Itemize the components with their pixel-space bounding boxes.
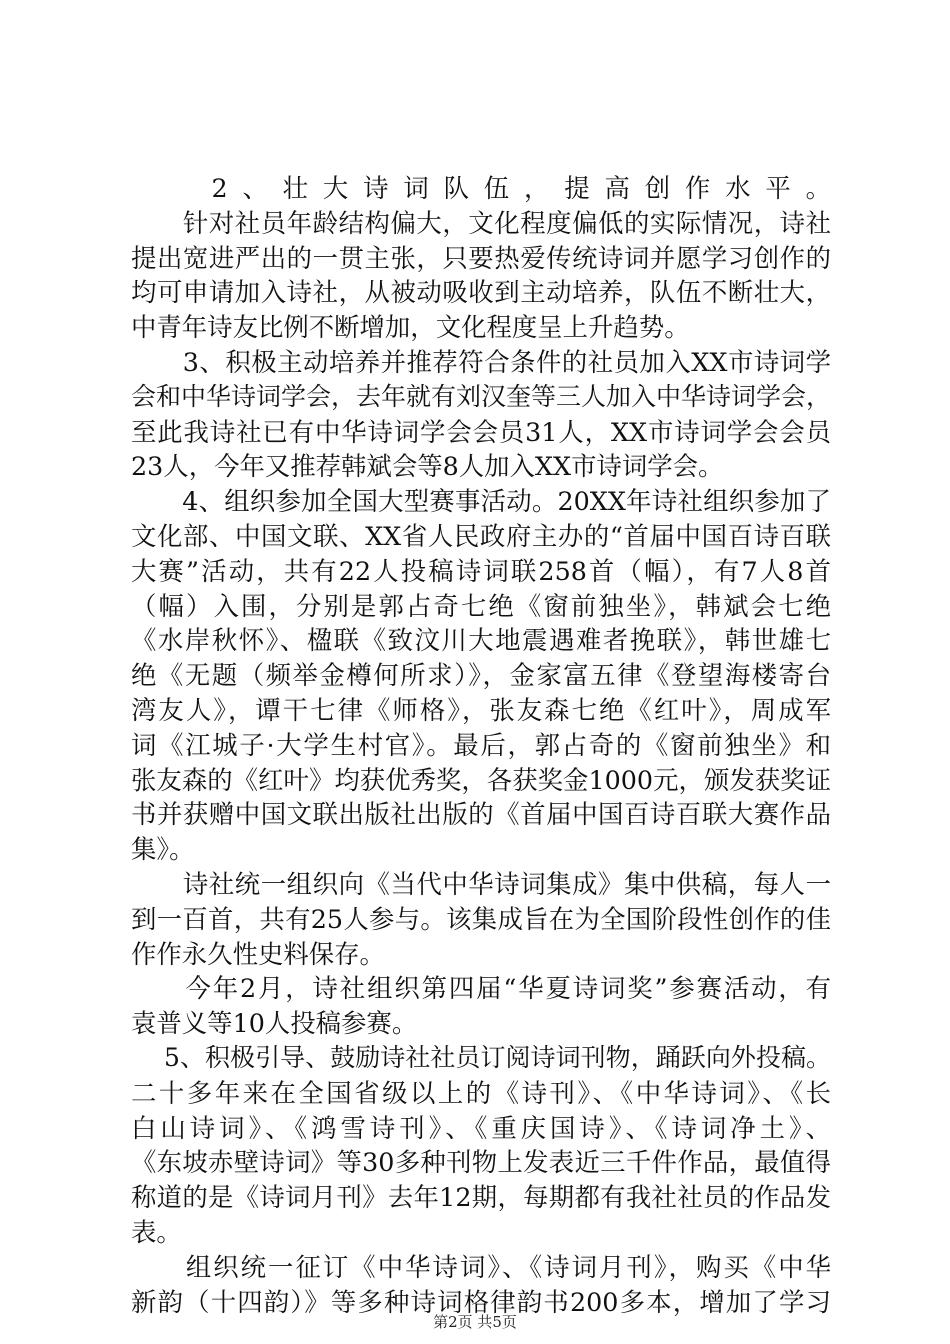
- text-line: 3、积极主动培养并推荐符合条件的社员加入XX市诗词学: [131, 346, 831, 377]
- text-line: 诗社统一组织向《当代中华诗词集成》集中供稿，每人一: [131, 868, 831, 899]
- text-line: 到一百首，共有25人参与。该集成旨在为全国阶段性创作的佳: [131, 903, 831, 934]
- text-line: 4、组织参加全国大型赛事活动。20XX年诗社组织参加了: [131, 486, 831, 517]
- text-line: 词《江城子·大学生村官》。最后，郭占奇的《窗前独坐》和: [131, 729, 831, 760]
- text-line: 至此我诗社已有中华诗词学会会员31人，XX市诗词学会会员: [131, 416, 831, 447]
- text-line: 提出宽进严出的一贯主张，只要热爱传统诗词并愿学习创作的: [131, 242, 831, 273]
- text-line: 新韵（十四韵）》等多种诗词格律韵书200多本，增加了学习: [131, 1286, 831, 1317]
- text-line: 表。: [131, 1216, 182, 1247]
- text-line: 作作永久性史料保存。: [131, 938, 385, 969]
- text-line: 白山诗词》、《鸿雪诗刊》、《重庆国诗》、《诗词净土》、: [131, 1112, 831, 1143]
- text-line: 2、壮大诗词队伍，提高创作水平。: [131, 173, 831, 203]
- page-number-footer: 第2页 共5页: [433, 1313, 517, 1331]
- text-line: 绝《无题（频举金樽何所求）》，金家富五律《登望海楼寄台: [131, 660, 831, 691]
- text-line: 张友森的《红叶》均获优秀奖，各获奖金1000元，颁发获奖证: [131, 764, 831, 795]
- document-body: [131, 171, 831, 1319]
- text-line: 湾友人》，谭干七律《师格》，张友森七绝《红叶》，周成军: [131, 694, 831, 725]
- text-line: 《东坡赤壁诗词》等30多种刊物上发表近三千件作品，最值得: [131, 1147, 831, 1178]
- text-line: 23人，今年又推荐韩斌会等8人加入XX市诗词学会。: [131, 451, 724, 482]
- text-line: 今年2月，诗社组织第四届“华夏诗词奖”参赛活动，有: [131, 973, 831, 1004]
- text-line: 针对社员年龄结构偏大，文化程度偏低的实际情况，诗社: [131, 207, 831, 238]
- text-line: 中青年诗友比例不断增加，文化程度呈上升趋势。: [131, 312, 690, 343]
- text-line: 称道的是《诗词月刊》去年12期，每期都有我社社员的作品发: [131, 1182, 831, 1213]
- text-line: （幅）入围，分别是郭占奇七绝《窗前独坐》，韩斌会七绝: [131, 590, 831, 621]
- text-line: 书并获赠中国文联出版社出版的《首届中国百诗百联大赛作品: [131, 799, 831, 830]
- text-line: 大赛”活动，共有22人投稿诗词联258首（幅），有7人8首: [131, 555, 831, 586]
- text-line: 《水岸秋怀》、楹联《致汶川大地震遇难者挽联》，韩世雄七: [131, 625, 831, 656]
- text-line: 会和中华诗词学会，去年就有刘汉奎等三人加入中华诗词学会，: [131, 381, 832, 411]
- text-line: 袁普义等10人投稿参赛。: [131, 1008, 418, 1039]
- text-line: 组织统一征订《中华诗词》、《诗词月刊》，购买《中华: [131, 1251, 831, 1282]
- text-line: 均可申请加入诗社，从被动吸收到主动培养，队伍不断壮大，: [131, 277, 831, 308]
- text-line: 二十多年来在全国省级以上的《诗刊》、《中华诗词》、《长: [131, 1077, 831, 1108]
- text-line: 集》。: [131, 834, 195, 865]
- text-line: 文化部、中国文联、XX省人民政府主办的“首届中国百诗百联: [131, 520, 831, 551]
- text-line: 5、积极引导、鼓励诗社社员订阅诗词刊物，踊跃向外投稿。: [131, 1042, 831, 1072]
